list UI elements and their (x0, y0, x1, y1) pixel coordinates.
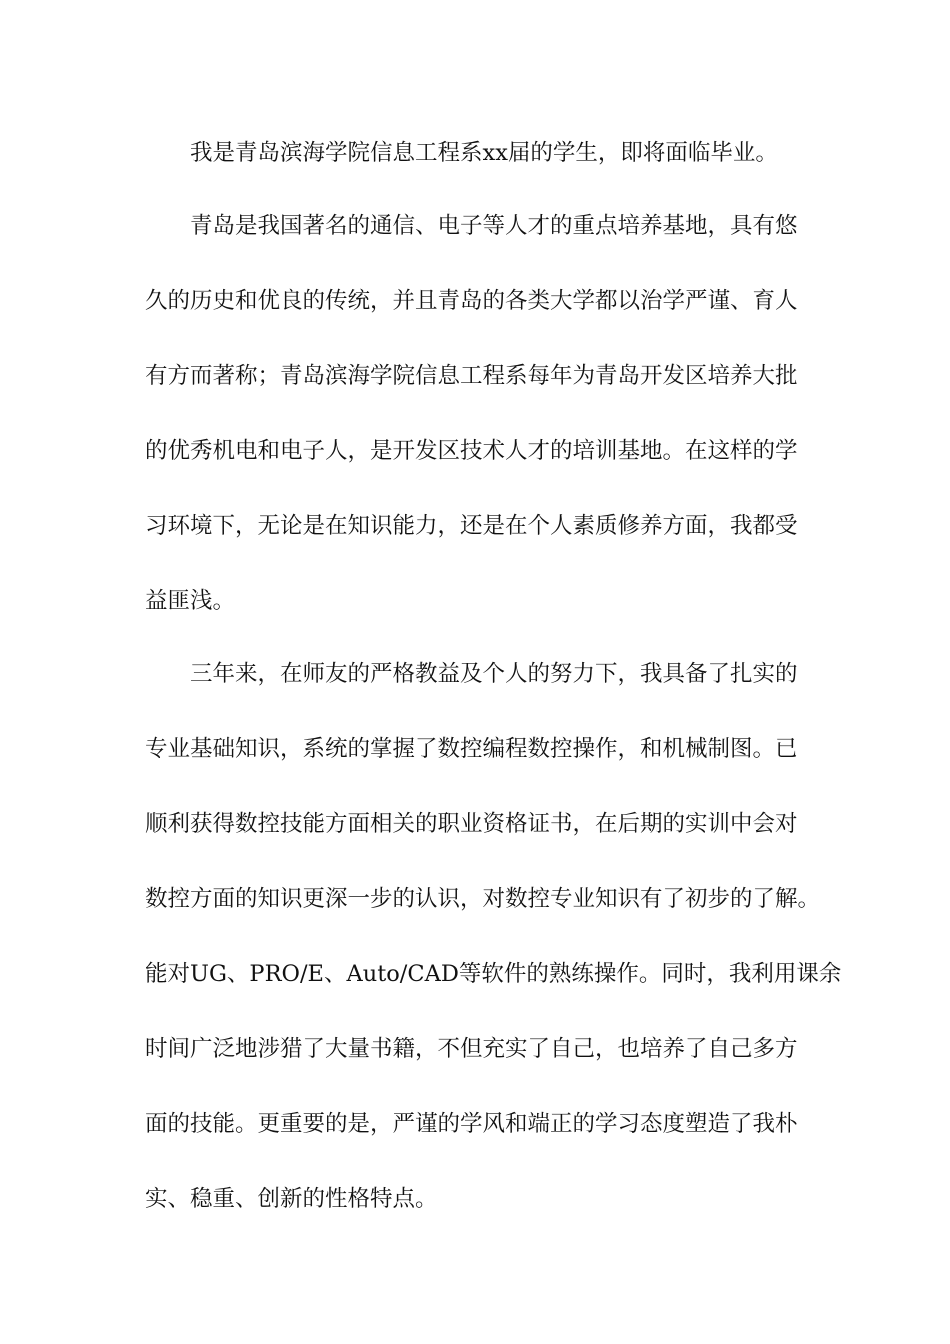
paragraph-3-line-7: 面的技能。更重要的是，严谨的学风和端正的学习态度塑造了我朴 (145, 1111, 798, 1137)
paragraph-2-line-2: 久的历史和优良的传统，并且青岛的各类大学都以治学严谨、育人 (145, 288, 798, 314)
paragraph-3-line-6: 时间广泛地涉猎了大量书籍，不但充实了自己，也培养了自己多方 (145, 1036, 798, 1062)
paragraph-3-line-8: 实、稳重、创新的性格特点。 (145, 1186, 438, 1212)
paragraph-3-line-3: 顺利获得数控技能方面相关的职业资格证书，在后期的实训中会对 (145, 811, 798, 837)
paragraph-2-line-6: 益匪浅。 (145, 588, 236, 614)
paragraph-3-line-1: 三年来，在师友的严格教益及个人的努力下，我具备了扎实的 (190, 661, 798, 687)
paragraph-3-line-5: 能对UG、PRO/E、Auto/CAD等软件的熟练操作。同时，我利用课余 (145, 961, 842, 987)
paragraph-2-line-5: 习环境下，无论是在知识能力，还是在个人素质修养方面，我都受 (145, 513, 798, 539)
paragraph-1-line-1: 我是青岛滨海学院信息工程系xx届的学生，即将面临毕业。 (190, 140, 778, 166)
paragraph-3-line-4: 数控方面的知识更深一步的认识，对数控专业知识有了初步的了解。 (145, 886, 821, 912)
paragraph-3-line-2: 专业基础知识，系统的掌握了数控编程数控操作，和机械制图。已 (145, 736, 798, 762)
paragraph-2-line-1: 青岛是我国著名的通信、电子等人才的重点培养基地，具有悠 (190, 213, 798, 239)
paragraph-2-line-4: 的优秀机电和电子人，是开发区技术人才的培训基地。在这样的学 (145, 438, 798, 464)
paragraph-2-line-3: 有方而著称；青岛滨海学院信息工程系每年为青岛开发区培养大批 (145, 363, 798, 389)
